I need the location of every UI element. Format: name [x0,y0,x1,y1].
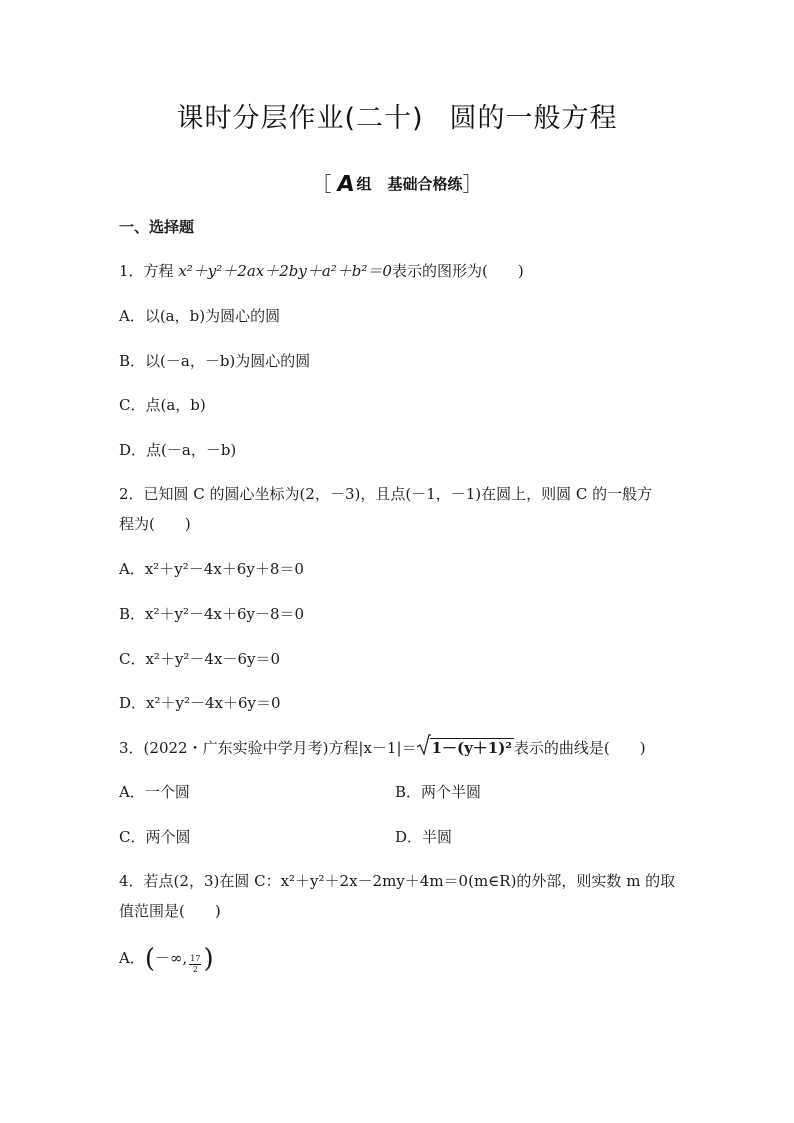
q3-option-a: A．一个圆 [119,783,190,801]
q1-option-a: A．以(a，b)为圆心的圆 [119,307,281,325]
q1-option-c: C．点(a，b) [119,396,206,414]
q3-options-row2 [119,826,453,848]
fraction-numerator: 17 [190,954,201,963]
q4-stem-line2: 值范围是( ) [119,902,221,920]
question-3 [119,737,646,759]
right-paren: ) [203,944,214,974]
q2-option-c: C．x²＋y²－4x－6y＝0 [119,650,281,668]
title-part2: 圆的一般方程 [449,103,618,134]
radical-sign-icon [417,734,431,756]
q2-option-d: D．x²＋y²－4x＋6y＝0 [119,694,281,712]
title-part1: 课时分层作业(二十) [176,103,424,134]
q3-option-d: D．半圆 [395,828,453,846]
question-1 [119,260,524,282]
q4-fraction [189,954,201,975]
fraction-denominator: 2 [192,965,198,974]
q1-text-after: 表示的图形为( ) [391,262,524,280]
q4-option-a-label: A． [119,949,145,967]
q2-option-b: B．x²＋y²－4x＋6y－8＝0 [119,605,305,623]
q3-options-row1 [119,781,482,803]
q3-option-b: B．两个半圆 [395,783,482,801]
q2-stem-line2: 程为( ) [119,515,191,533]
group-name: 组 [356,175,372,193]
q1-text-before: 方程 [143,262,179,280]
q3-radical [417,737,514,759]
q1-number: 1． [119,262,144,280]
group-label: 基础合格练 [387,175,463,193]
section-heading: 一、选择题 [119,218,195,236]
q4-option-a-left: －∞, [155,949,188,967]
q4-option-a [119,944,214,975]
left-paren: ( [144,944,155,974]
q4-stem-line1: 4．若点(2，3)在圆 C：x²＋y²＋2x－2my＋4m＝0(m∈R)的外部，则实数 m 的取 [119,872,676,890]
q3-radicand: 1－(y＋1)² [431,739,512,757]
group-header [0,168,794,197]
q3-prefix: 3．(2022・广东实验中学月考)方程|x－1|＝ [119,739,417,757]
group-a-badge: A [335,172,357,197]
page-title [0,96,794,135]
q2-stem-line1: 2．已知圆 C 的圆心坐标为(2，－3)，且点(－1，－1)在圆上，则圆 C 的一般方 [119,485,653,503]
q1-equation: x²＋y²＋2ax＋2by＋a²＋b²＝0 [178,262,392,280]
q3-suffix: 表示的曲线是( ) [513,739,646,757]
q1-option-d: D．点(－a，－b) [119,441,237,459]
q1-option-b: B．以(－a，－b)为圆心的圆 [119,352,311,370]
q3-option-c: C．两个圆 [119,828,191,846]
right-bracket: ］ [462,172,483,196]
left-bracket: ［ [311,172,332,196]
q2-option-a: A．x²＋y²－4x＋6y＋8＝0 [119,560,304,578]
